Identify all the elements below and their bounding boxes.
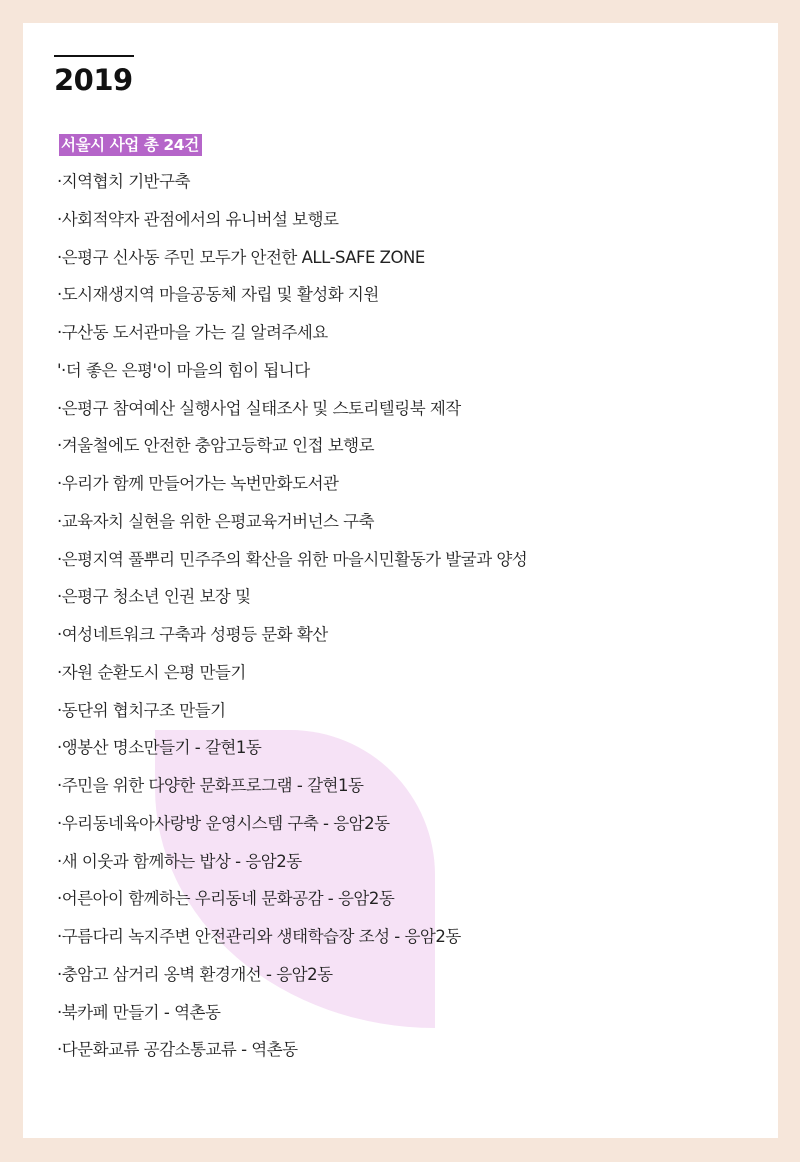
list-item: ·은평지역 풀뿌리 민주주의 확산을 위한 마을시민활동가 발굴과 양성: [57, 549, 528, 569]
list-item: ·주민을 위한 다양한 문화프로그램 - 갈현1동: [57, 776, 364, 795]
list-item: ·은평구 참여예산 실행사업 실태조사 및 스토리텔링북 제작: [57, 398, 461, 418]
list-item: ·충암고 삼거리 옹벽 환경개선 - 응암2동: [57, 964, 333, 984]
list-item: ·구산동 도서관마을 가는 길 알려주세요: [57, 323, 328, 342]
list-item: ·북카페 만들기 - 역촌동: [57, 1002, 221, 1022]
year-rule: [54, 55, 134, 57]
list-item: ·어른아이 함께하는 우리동네 문화공감 - 응암2동: [57, 889, 395, 909]
list-item: ·앵봉산 명소만들기 - 갈현1동: [57, 738, 262, 758]
project-list: [57, 163, 527, 1069]
list-item: ·도시재생지역 마을공동체 자립 및 활성화 지원: [57, 285, 379, 305]
list-item: ·은평구 청소년 인권 보장 및: [57, 587, 251, 607]
list-item: ·사회적약자 관점에서의 유니버설 보행로: [57, 209, 339, 229]
list-item: ·은평구 신사동 주민 모두가 안전한 ALL-SAFE ZONE: [57, 247, 425, 267]
list-item: ·겨울철에도 안전한 충암고등학교 인접 보행로: [57, 436, 375, 456]
list-item: ·다문화교류 공감소통교류 - 역촌동: [57, 1040, 298, 1060]
list-item: ·교육자치 실현을 위한 은평교육거버넌스 구축: [57, 511, 375, 531]
list-item: ·우리동네육아사랑방 운영시스템 구축 - 응암2동: [57, 813, 390, 833]
list-item: ·우리가 함께 만들어가는 녹번만화도서관: [57, 474, 339, 493]
list-item: ·구름다리 녹지주변 안전관리와 생태학습장 조성 - 응암2동: [57, 927, 461, 946]
list-item: ·지역협치 기반구축: [57, 172, 191, 191]
list-item: ·자원 순환도시 은평 만들기: [57, 662, 246, 682]
list-item: ·여성네트워크 구축과 성평등 문화 확산: [57, 625, 328, 644]
section-heading: 서울시 사업 총 24건: [59, 134, 202, 156]
content-card: [23, 23, 778, 1138]
year-title: 2019: [54, 63, 133, 97]
list-item: '·더 좋은 은평'이 마을의 힘이 됩니다: [57, 360, 310, 380]
content: [23, 23, 778, 1138]
list-item: ·새 이웃과 함께하는 밥상 - 응암2동: [57, 851, 302, 871]
list-item: ·동단위 협치구조 만들기: [57, 700, 226, 720]
